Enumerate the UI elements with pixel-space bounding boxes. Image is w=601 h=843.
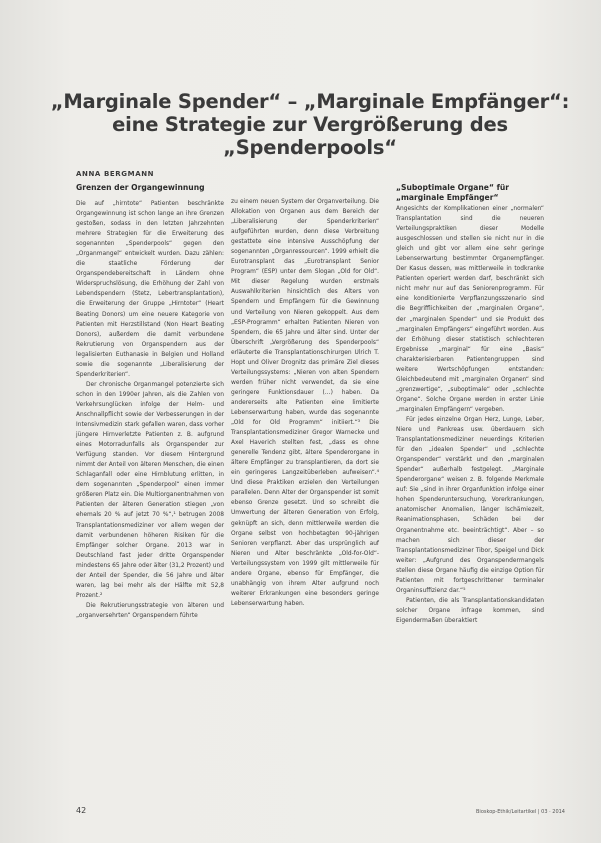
section-heading-2 [396, 183, 544, 203]
title-line-2: eine Strategie zur Vergrößerung des „Spenderpools“ [112, 113, 508, 159]
paragraph: Für jedes einzelne Organ Herz, Lunge, Leber, Niere und Pankreas usw. überdauern sich Transplantationsmediziner neuerdings Kriterien für den „idealen Spender“ und „schlechte Organspender“ verstärkt und den „marginalen Spender“ außerhalb festgelegt. „Marginale Spenderorgane“ weisen z. B. folgende Merkmale auf: Sie „sind in ihrer Organfunktion infolge einer hohen Spenderuntersuchung, Vorerkrankungen, anatomischer Anomalien, länger Ischämiezeit, Reanimationsphasen, Schäden bei der Organentnahme etc. beeinträchtigt“. Aber – so machen sich dieser der Transplantationsmediziner Tibor, Speigel und Dick weiter: „Aufgrund des Organspendermangels stellen diese Organe häufig die einzige Option für Patienten mit fortgeschrittener terminaler Organinsuffizienz dar.“⁵ [396, 416, 544, 594]
text-column-2 [231, 197, 379, 609]
paragraph: Der chronische Organmangel potenzierte sich schon in den 1990er Jahren, als die Zahlen von Verkehrsunglücken infolge der Helm- und Anschnallpflicht sowie der Verbesserungen in der Intensivmedizin stark gefallen waren, dass vorher jüngere Hirnverletzte Patienten z. B. aufgrund eines Motorradunfalls als Organspender zur Verfügung standen. Vor diesem Hintergrund nimmt der Anteil von älteren Menschen, die einen Schlaganfall oder eine Hirnblutung erlitten, in dem sogenannten „Spenderpool“ einen immer größeren Platz ein. Die Multiorganentnahmen von Patienten der älteren Generation stiegen „von ehemals 20 % auf jetzt 70 %“,¹ betrugen 2008 Transplantationsmediziner vor allem wegen der damit verbundenen höheren Risiken für die Empfänger solcher Organe. 2013 war in Deutschland fast jeder dritte Organspender mindestens 65 Jahre oder älter (31,2 Prozent) und der Anteil der Spender, die 56 Jahre und älter waren, lag bei mehr als der Hälfte mit 52,8 Prozent.² [76, 381, 224, 599]
article-title [40, 90, 580, 159]
paragraph: Die auf „hirntote“ Patienten beschränkte Organgewinnung ist schon lange an ihre Grenzen gestoßen, sodass in den letzten Jahrzehnten mehrere Strategien für die Erweiterung des sogenannten „Spenderpools“ gegen den „Organmangel“ entwickelt wurden. Dazu zählen: die staatliche Förderung der Organspendebereitschaft in Ländern ohne Widerspruchslösung, die Erhöhung der Zahl von Lebendspendern (Stetz, Lebertransplantation), die Erweiterung der Gruppe „Hirntoter“ (Heart Beating Donors) um eine neuere Kategorie von Patienten mit Herzstillstand (Non Heart Beating Donors), außerdem die damit verbundene Rekrutierung von Organspendern aus der legalisierten Euthanasie in Belgien und Holland sowie die sogenannte „Liberalisierung der Spenderkriterien“. [76, 201, 224, 378]
title-line-1: „Marginale Spender“ – „Marginale Empfänger“: [50, 90, 570, 113]
heading-line-1: „Suboptimale Organe“ für [396, 183, 510, 192]
paragraph: Die Rekrutierungsstrategie von älteren und „organversehrten“ Organspendern führte [76, 602, 224, 619]
journal-footer: Bioskop-Ethik/Leitartikel | 03 · 2014 [476, 809, 565, 815]
section-heading-1: Grenzen der Organgewinnung [76, 183, 205, 192]
text-column-1 [76, 183, 224, 621]
heading-line-2: „marginale Empfänger“ [396, 193, 499, 202]
page-number: 42 [76, 806, 87, 815]
paragraph: Angesichts der Komplikationen einer „normalen“ Transplantation sind die neueren Verteilungspraktiken dieser Modelle ausgeschlossen und stellen sie nicht nur in die gleich und gibt vor allem eine sehr geringe Lebenserwartung bestimmter Organempfänger. Der Kasus dessen, was mittlerweile in todkranke Patienten operiert werden darf, beschränkt sich nicht mehr nur auf das Seniorenprogramm. Für eine konditionierte Verpflanzungsszenario sind die Begrifflichkeiten der „marginalen Organe“, der „marginalen Spender“ und sie Produkt des „marginalen Empfängers“ eingeführt worden. Aus der Erhöhung dieser statistisch schlechteren Ergebnisse „marginal“ für eine „Basis“ charakterisierbaren Patientengruppen sind weitere Wertschöpfungen entstanden: Gleichbedeutend mit „marginalen Organen“ sind „grenzwertige“, „suboptimale“ oder „schlechte Organe“. Solche Organe werden in erster Linie „marginalen Empfängern“ vergeben. [396, 206, 544, 413]
text-column-3 [396, 183, 544, 626]
paragraph: Patienten, die als Transplantationskandidaten solcher Organe infrage kommen, sind Eigendermaßen überaktiert [396, 597, 544, 624]
paragraph: zu einem neuen System der Organverteilung. Die Allokation von Organen aus dem Bereich der „Liberalisierung der Spenderkriterien“ aufgeführten wurden, denn diese Verbreitung gestattete eine intensive Ausschöpfung der sogenannten „Organressourcen“. 1999 erhielt die Eurotransplant das „Eurotransplant Senior Program“ (ESP) unter dem Slogan „Old for Old“. Mit dieser Regelung wurden erstmals Auswahlkriterien hinsichtlich des Alters von Spendern und Empfängern für die Gewinnung und Verteilung von Nieren gekoppelt. Aus dem „ESP-Programm“ erhalten Patienten Nieren von Spendern, die 65 Jahre und älter sind. Unter der Überschrift „Vergrößerung des Spenderpools“ erläuterte die Transplantationschirurgen Ulrich T. Hopt und Oliver Drognitz das primäre Ziel dieses Verteilungssystems: „Nieren von alten Spendern werden früher nicht verwendet, da sie eine geringere Funktionsdauer (…) haben. Da andererseits alte Patienten eine limitierte Lebenserwartung haben, wurde das sogenannte „Old for Old Programm“ initiiert.“³ Die Transplantationsmediziner Gregor Warnecke und Axel Haverich stellten fest, „dass es ohne generelle Tendenz gibt, ältere Spenderorgane in ältere Empfänger zu transplantieren, da dort sie ein geringeres Langzeitüberleben aufweisen“.⁴ Und diese Praktiken erzielen den Verteilungen parallelen. Denn Alter der Organspender ist somit ebenso Grenze gesetzt. Und so schreibt die Umwertung der älteren Generation von Erfolg, geknüpft an sich, denn mittlerweile werden die Organe selbst von hochbetagten 90-jährigen Senioren verpflanzt. Aber das ursprünglich auf Nieren und Alter beschränkte „Old-for-Old“-Verteilungssystem von 1999 gilt mittlerweile für andere Organe, ebenso für Empfänger, die unabhängig von ihrem Alter aufgrund noch weiterer Erkrankungen eine besonders geringe Lebenserwartung haben. [231, 199, 379, 607]
author-name: ANNA BERGMANN [76, 170, 155, 178]
